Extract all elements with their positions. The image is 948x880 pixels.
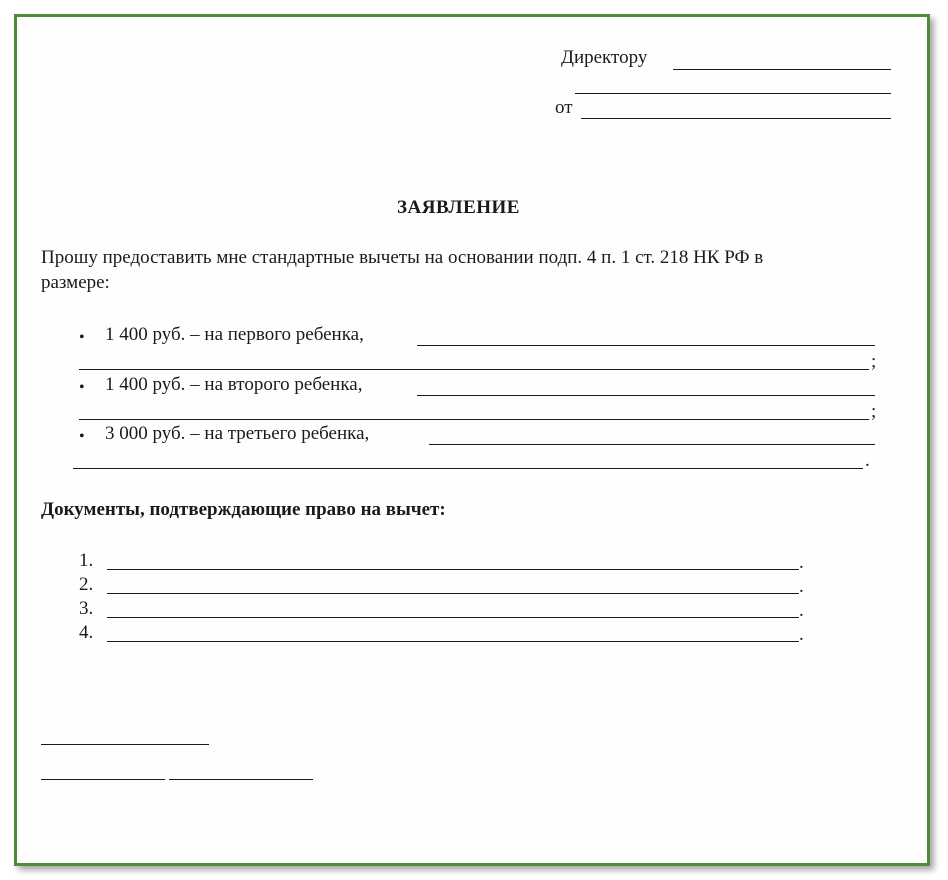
deduction-third-line-2[interactable] bbox=[73, 468, 863, 469]
document-number-3: 3. bbox=[79, 598, 94, 619]
deduction-second-line[interactable] bbox=[417, 395, 875, 396]
signature-line[interactable] bbox=[41, 779, 165, 780]
document-end-2: . bbox=[799, 576, 804, 597]
director-name-line-2[interactable] bbox=[575, 93, 891, 94]
document-line-2[interactable] bbox=[107, 593, 799, 594]
deduction-third-child: 3 000 руб. – на третьего ребенка, bbox=[105, 423, 370, 444]
deduction-first-line[interactable] bbox=[417, 345, 875, 346]
document-end-1: . bbox=[799, 552, 804, 573]
deduction-second-end: ; bbox=[871, 401, 877, 422]
deduction-third-line[interactable] bbox=[429, 444, 875, 445]
deduction-first-line-2[interactable] bbox=[79, 369, 869, 370]
deduction-second-line-2[interactable] bbox=[79, 419, 869, 420]
deduction-second-child: 1 400 руб. – на второго ребенка, bbox=[105, 374, 363, 395]
bullet-icon: • bbox=[79, 428, 85, 445]
director-name-line[interactable] bbox=[673, 69, 891, 70]
document-number-1: 1. bbox=[79, 550, 94, 571]
from-name-line[interactable] bbox=[581, 118, 891, 119]
document-title: ЗАЯВЛЕНИЕ bbox=[397, 197, 520, 218]
document-end-4: . bbox=[799, 624, 804, 645]
deduction-third-end: . bbox=[865, 450, 870, 471]
date-line[interactable] bbox=[41, 744, 209, 745]
document-line-3[interactable] bbox=[107, 617, 799, 618]
document-frame bbox=[14, 14, 930, 866]
bullet-icon: • bbox=[79, 329, 85, 346]
deduction-first-end: ; bbox=[871, 351, 877, 372]
signature-decoding-line[interactable] bbox=[169, 779, 313, 780]
document-end-3: . bbox=[799, 600, 804, 621]
documents-heading: Документы, подтверждающие право на вычет: bbox=[41, 499, 446, 520]
request-text-line1: Прошу предоставить мне стандартные вычеты на основании подп. 4 п. 1 ст. 218 НК РФ в bbox=[41, 247, 764, 268]
deduction-first-child: 1 400 руб. – на первого ребенка, bbox=[105, 324, 364, 345]
from-label: от bbox=[555, 97, 573, 118]
bullet-icon: • bbox=[79, 379, 85, 396]
document-number-2: 2. bbox=[79, 574, 94, 595]
director-label: Директору bbox=[561, 47, 648, 68]
document-line-4[interactable] bbox=[107, 641, 799, 642]
request-text-line2: размере: bbox=[41, 272, 110, 293]
document-line-1[interactable] bbox=[107, 569, 799, 570]
document-number-4: 4. bbox=[79, 622, 94, 643]
